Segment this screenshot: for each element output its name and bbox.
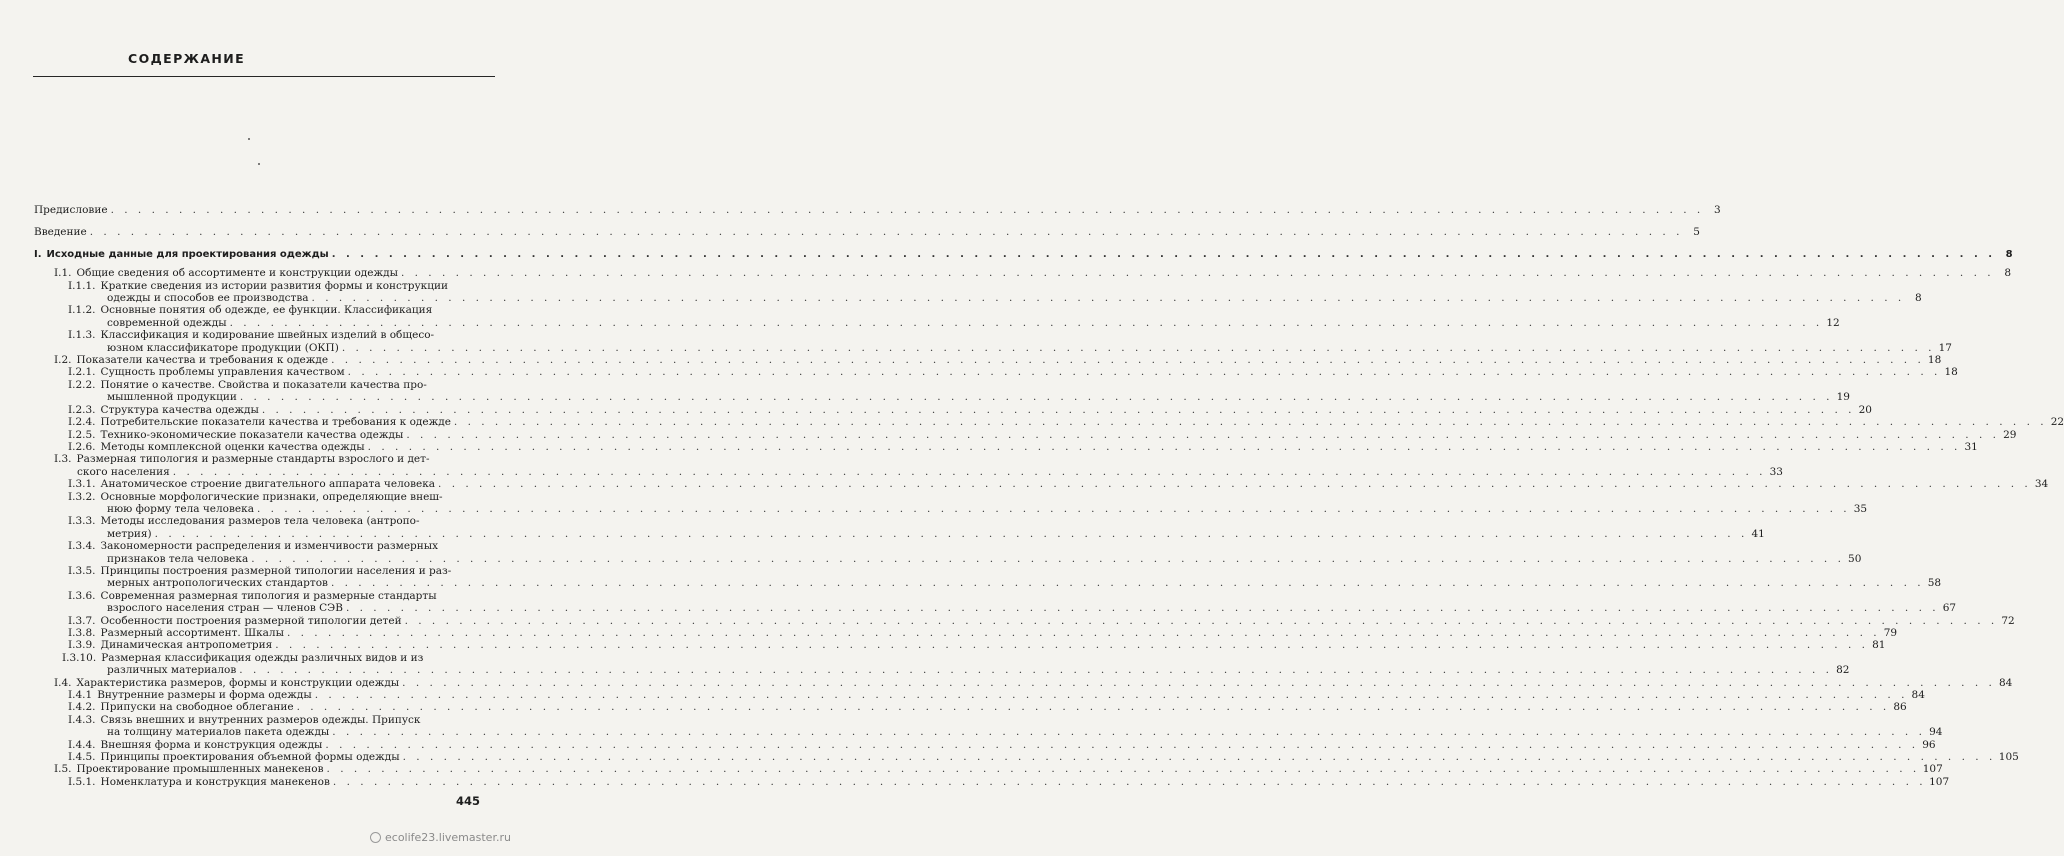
toc-entry (34, 590, 492, 602)
toc-entry-title: Основные морфологические признаки, определяющие внеш- (100, 490, 443, 503)
page-title: СОДЕРЖАНИЕ (128, 51, 246, 66)
header-rule (33, 76, 495, 77)
toc-entry-title: Основные понятия об одежде, ее функции. Классификация (100, 304, 433, 317)
toc-entry-number: I.1. (54, 267, 72, 280)
toc-entry-number: I.3.1. (68, 478, 96, 491)
toc-entry (34, 354, 1942, 367)
toc-entry-page: 8 (1915, 292, 1922, 305)
toc-entry-page: 12 (1826, 316, 1840, 329)
toc-entry-page: 58 (1927, 577, 1942, 590)
toc-entry-title: одежды и способов ее производства (107, 292, 309, 305)
toc-entry-title: юзном классификаторе продукции (ОКП) (107, 341, 339, 354)
toc-entry-title: различных материалов (107, 664, 237, 677)
toc-entry (34, 639, 1886, 652)
dot-leader (287, 627, 1880, 639)
toc-entry-title: Размерная классификация одежды различных видов и из (101, 651, 424, 664)
toc-entry-number: I.2.5. (68, 428, 96, 441)
table-of-contents (34, 204, 2064, 788)
toc-entry-page: 84 (1911, 689, 1925, 702)
toc-entry-title: Предисловие (34, 204, 108, 216)
toc-entry (34, 478, 2049, 491)
toc-entry (34, 316, 1840, 329)
dot-leader (333, 776, 1926, 788)
toc-entry-page: 31 (1964, 440, 1978, 453)
toc-entry-title: Проектирование промышленных манекенов (76, 763, 324, 776)
toc-entry-page: 34 (2034, 478, 2049, 491)
toc-entry-title: Понятие о качестве. Свойства и показатели качества про- (100, 378, 427, 391)
toc-entry-number: I.3.8. (68, 627, 96, 639)
toc-entry-number: I.3. (54, 453, 72, 466)
toc-entry (34, 602, 1957, 615)
toc-entry-page: 35 (1853, 502, 1868, 515)
toc-entry-title: Динамическая антропометрия (100, 639, 273, 652)
toc-entry-number: I.4. (54, 676, 72, 689)
toc-entry-number: I.3.2. (68, 490, 96, 503)
dot-leader (262, 404, 1855, 416)
toc-entry-title: Особенности построения размерной типологии детей (100, 614, 402, 627)
toc-entry-number: I.4.5. (68, 751, 96, 764)
dot-leader (240, 391, 1833, 403)
dot-leader (402, 677, 1995, 689)
toc-entry-title: Внутренние размеры и форма одежды (97, 689, 312, 702)
toc-entry-page: 19 (1836, 391, 1850, 404)
toc-entry-page: 29 (2003, 428, 2017, 441)
toc-entry (34, 453, 492, 465)
dot-leader (346, 602, 1939, 614)
dot-leader (251, 553, 1844, 565)
toc-entry-page: 8 (2005, 248, 2013, 260)
toc-entry-page: 84 (1998, 676, 2013, 689)
dot-leader (230, 317, 1823, 329)
toc-entry (34, 366, 1958, 379)
toc-entry-page: 18 (1927, 354, 1942, 367)
dot-leader (401, 267, 1994, 279)
toc-entry-number: I.4.1 (68, 689, 93, 702)
dot-leader (403, 751, 1996, 763)
toc-entry (34, 515, 492, 527)
toc-entry-number: I.1.1. (68, 279, 96, 292)
toc-entry-title: Принципы построения размерной типологии населения и раз- (100, 564, 452, 577)
toc-entry (34, 428, 2017, 441)
toc-entry-number: I. (34, 248, 42, 260)
toc-entry (34, 204, 1721, 216)
toc-entry-page: 22 (2050, 416, 2064, 429)
toc-entry (34, 565, 492, 577)
toc-entry-title: Исходные данные для проектирования одежды (46, 248, 329, 260)
toc-entry-page: 82 (1836, 664, 1850, 677)
toc-entry-number: I.2.1. (68, 366, 96, 379)
toc-entry-page: 18 (1944, 366, 1958, 379)
toc-entry (34, 341, 1952, 354)
dot-leader (239, 664, 1832, 676)
toc-entry (34, 416, 2064, 429)
toc-entry-title: Потребительские показатели качества и требования к одежде (100, 416, 451, 429)
toc-entry-title: Размерный ассортимент. Шкалы (100, 627, 284, 639)
toc-entry-title: Технико-экономические показатели качества одежды (100, 428, 404, 441)
toc-entry-page: 72 (2001, 614, 2015, 627)
toc-entry (34, 701, 1907, 714)
toc-entry-number: I.3.7. (68, 614, 96, 627)
toc-entry-page: 67 (1942, 602, 1957, 615)
toc-entry-title: Номенклатура и конструкция манекенов (100, 775, 330, 788)
toc-entry-title: современной одежды (107, 316, 227, 329)
toc-entry (34, 491, 492, 503)
toc-entry (34, 440, 1978, 453)
toc-entry-page: 3 (1714, 204, 1721, 216)
toc-entry (34, 465, 1783, 478)
toc-entry-number: I.4.3. (68, 713, 96, 726)
dot-leader (111, 204, 1704, 216)
toc-entry-number: I.2.3. (68, 403, 96, 416)
dot-leader (312, 292, 1905, 304)
toc-entry-page: 20 (1858, 403, 1872, 416)
dot-leader (257, 503, 1850, 515)
toc-entry (34, 726, 1943, 739)
toc-entry-page: 96 (1922, 738, 1936, 751)
watermark-text: ecolife23.livemaster.ru (385, 831, 511, 844)
dot-leader (315, 689, 1908, 701)
dot-leader (173, 466, 1766, 478)
toc-entry-page: 107 (1922, 763, 1943, 776)
dot-leader (327, 763, 1920, 775)
toc-entry-number: I.3.5. (68, 564, 96, 577)
toc-entry-title: Методы исследования размеров тела человека (антропо- (100, 515, 420, 528)
toc-entry-title: Принципы проектирования объемной формы одежды (100, 751, 400, 764)
toc-entry (34, 502, 1868, 515)
toc-entry-title: Внешняя форма и конструкция одежды (100, 738, 323, 751)
toc-entry-number: I.2.2. (68, 378, 96, 391)
toc-entry (34, 763, 1943, 776)
dot-leader (454, 416, 2047, 428)
toc-entry-title: ского населения (77, 465, 170, 478)
toc-entry-title: Классификация и кодирование швейных изделий в общесо- (100, 329, 435, 342)
toc-entry-title: Сущность проблемы управления качеством (100, 366, 345, 379)
toc-entry-title: Припуски на свободное облегание (100, 701, 294, 714)
toc-entry-page: 41 (1751, 527, 1765, 540)
watermark (370, 831, 511, 844)
toc-entry-title: Анатомическое строение двигательного аппарата человека (100, 478, 436, 491)
toc-entry-page: 33 (1769, 465, 1783, 478)
toc-entry (34, 775, 1950, 788)
toc-entry (34, 304, 492, 316)
globe-icon (370, 832, 381, 843)
toc-entry-number: I.2.6. (68, 440, 96, 453)
toc-entry (34, 280, 492, 292)
toc-entry-page: 50 (1848, 552, 1862, 565)
toc-entry-number: I.3.10. (62, 651, 97, 664)
toc-entry-number: I.3.9. (68, 639, 96, 652)
print-speck (248, 138, 250, 140)
toc-entry-page: 81 (1872, 639, 1886, 652)
toc-entry-title: нюю форму тела человека (107, 502, 254, 515)
toc-entry-page: 86 (1893, 701, 1907, 714)
toc-entry-number: I.1.2. (68, 304, 96, 317)
dot-leader (331, 354, 1924, 366)
toc-entry-number: I.2.4. (68, 416, 96, 429)
toc-entry-title: Характеристика размеров, формы и конструкции одежды (76, 676, 400, 689)
toc-entry (34, 527, 1765, 540)
dot-leader (325, 739, 1918, 751)
dot-leader (405, 615, 1998, 627)
toc-entry-title: Общие сведения об ассортименте и конструкции одежды (76, 267, 398, 280)
dot-leader (297, 701, 1890, 713)
toc-entry-title: Введение (34, 226, 87, 239)
toc-entry-title: Современная размерная типология и размерные стандарты (100, 589, 437, 602)
toc-entry (34, 226, 1700, 239)
toc-entry-page: 105 (1998, 751, 2019, 764)
toc-entry-title: Закономерности распределения и изменчивости размерных (100, 540, 439, 553)
toc-entry-page: 17 (1938, 341, 1952, 354)
toc-entry (34, 267, 2012, 280)
toc-entry-number: I.2. (54, 354, 72, 367)
toc-entry (34, 738, 1936, 751)
toc-entry-number: I.1.3. (68, 329, 96, 342)
toc-entry (34, 403, 1872, 416)
toc-entry (34, 664, 1850, 677)
toc-entry-number: I.4.2. (68, 701, 96, 714)
toc-entry-number: I.3.4. (68, 540, 96, 553)
dot-leader (332, 249, 1996, 261)
toc-entry-number: I.3.3. (68, 515, 96, 528)
toc-entry (34, 676, 2013, 689)
toc-entry (34, 689, 1925, 702)
dot-leader (155, 528, 1748, 540)
dot-leader (406, 429, 1999, 441)
toc-entry-title: метрия) (107, 527, 152, 540)
toc-chapter-entry (34, 248, 2013, 261)
toc-entry-page: 8 (2004, 267, 2012, 280)
toc-entry (34, 329, 492, 341)
toc-entry-page: 5 (1693, 226, 1700, 239)
toc-entry-page: 107 (1929, 775, 1950, 788)
toc-entry-number: I.4.4. (68, 738, 96, 751)
dot-leader (348, 366, 1941, 378)
dot-leader (90, 226, 1683, 238)
toc-entry-title: Структура качества одежды (100, 403, 259, 416)
toc-entry-title: признаков тела человека (107, 552, 249, 565)
dot-leader (332, 726, 1925, 738)
dot-leader (368, 441, 1961, 453)
toc-entry-title: Показатели качества и требования к одежде (76, 354, 329, 367)
page-number: 445 (456, 794, 481, 808)
toc-entry (34, 627, 1898, 639)
toc-entry-title: Методы комплексной оценки качества одежды (100, 440, 365, 453)
toc-entry-title: на толщину материалов пакета одежды (107, 726, 330, 739)
toc-entry-title: взрослого населения стран — членов СЭВ (107, 602, 343, 615)
toc-entry-title: мышленной продукции (107, 391, 237, 404)
toc-entry-title: Краткие сведения из истории развития формы и конструкции (100, 279, 448, 292)
toc-entry (34, 391, 1850, 404)
toc-entry-number: I.5.1. (68, 775, 96, 788)
toc-entry-title: Размерная типология и размерные стандарты взрослого и дет- (76, 453, 430, 466)
toc-entry (34, 614, 2015, 627)
dot-leader (331, 577, 1924, 589)
toc-entry-number: I.5. (54, 763, 72, 776)
toc-entry (34, 540, 492, 552)
print-speck (258, 163, 260, 165)
toc-entry (34, 751, 2019, 764)
toc-entry (34, 552, 1862, 565)
toc-entry-title: мерных антропологических стандартов (107, 577, 328, 590)
toc-entry-number: I.3.6. (68, 589, 96, 602)
toc-entry (34, 292, 1922, 305)
dot-leader (342, 342, 1935, 354)
dot-leader (438, 478, 2031, 490)
toc-entry-title: Связь внешних и внутренних размеров одежды. Припуск (100, 713, 421, 726)
dot-leader (275, 639, 1868, 651)
toc-entry (34, 379, 492, 391)
toc-entry (34, 577, 1942, 590)
toc-entry-page: 94 (1929, 726, 1943, 739)
toc-entry (34, 652, 492, 664)
toc-entry (34, 714, 492, 726)
toc-entry-page: 79 (1883, 627, 1898, 639)
